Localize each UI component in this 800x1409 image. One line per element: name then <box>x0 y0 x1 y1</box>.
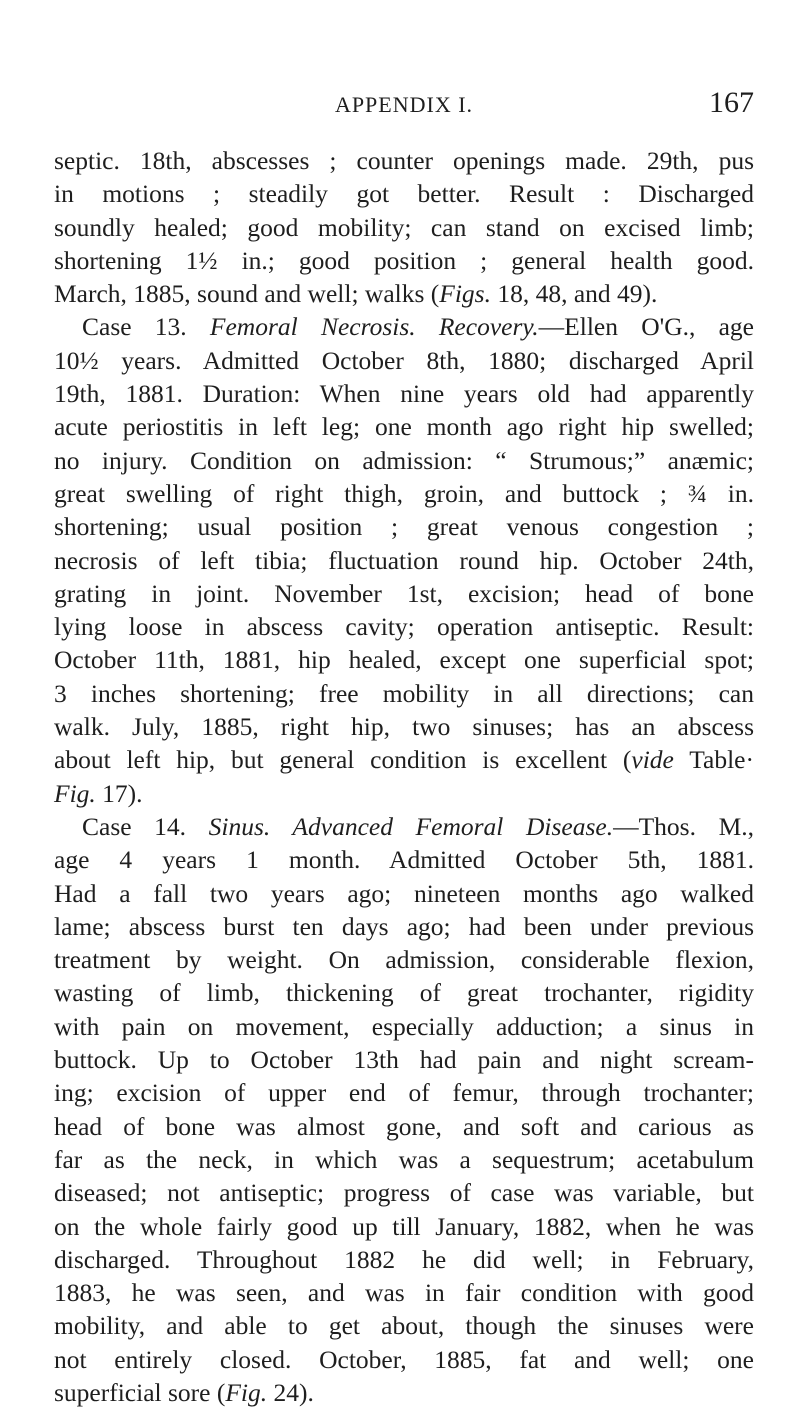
text-run: —Ellen O'G., age <box>538 312 754 342</box>
text-line <box>54 777 754 810</box>
italic-text: Sinus. Advanced Femoral Disease. <box>208 811 614 841</box>
text-line <box>54 877 754 910</box>
text-run: 1883, he was seen, and was in fair condition with good <box>54 1278 754 1308</box>
text-line <box>54 344 754 377</box>
text-run: Table· <box>673 745 754 775</box>
text-run: lame; abscess burst ten days ago; had been under previous <box>54 911 754 941</box>
text-line <box>54 1110 754 1143</box>
text-run: walk. July, 1885, right hip, two sinuses; has an abscess <box>54 712 754 742</box>
text-run: septic. 18th, abscesses ; counter openings made. 29th, pus <box>54 146 754 175</box>
running-title: APPENDIX I. <box>334 92 474 117</box>
text-line <box>54 943 754 976</box>
text-line <box>54 377 754 410</box>
text-run: in motions ; steadily got better. Result : Discharged <box>54 179 754 209</box>
text-line <box>54 244 754 277</box>
text-run: mobility, and able to get about, though the sinuses were <box>54 1311 754 1341</box>
text-run: lying loose in abscess cavity; operation antiseptic. Result: <box>54 612 754 642</box>
text-run: soundly healed; good mobility; can stand on excised limb; <box>54 212 754 242</box>
text-run: necrosis of left tibia; fluctuation round hip. October 24th, <box>54 545 754 575</box>
text-line <box>54 1076 754 1109</box>
text-run: 10½ years. Admitted October 8th, 1880; discharged April <box>54 345 754 375</box>
text-line <box>54 144 754 177</box>
text-run: —Thos. M., <box>613 811 754 841</box>
text-line <box>54 1010 754 1043</box>
text-run: discharged. Throughout 1882 he did well; in February, <box>54 1244 754 1274</box>
text-line <box>54 277 754 310</box>
text-line <box>54 1176 754 1209</box>
text-run: no injury. Condition on admission: “ Strumous;” anæmic; <box>54 445 754 475</box>
text-line <box>54 177 754 210</box>
text-line <box>54 1309 754 1342</box>
text-run: 24). <box>267 1377 314 1407</box>
text-line <box>54 677 754 710</box>
text-run: 19th, 1881. Duration: When nine years old had apparently <box>54 379 754 409</box>
text-run: acute periostitis in left leg; one month ago right hip swelled; <box>54 412 754 442</box>
text-line <box>54 410 754 443</box>
italic-text: vide <box>631 745 674 775</box>
text-line <box>54 976 754 1009</box>
body-text <box>54 144 754 1409</box>
text-run: wasting of limb, thickening of great trochanter, rigidity <box>54 978 754 1008</box>
page-number: 167 <box>709 86 754 119</box>
italic-text: Fig. <box>225 1377 268 1407</box>
text-run: far as the neck, in which was a sequestrum; acetabulum <box>54 1144 754 1174</box>
text-line <box>54 1143 754 1176</box>
text-run: 3 inches shortening; free mobility in all directions; can <box>54 678 754 708</box>
text-line <box>54 743 754 776</box>
text-run: 18, 48, and 49). <box>490 279 658 309</box>
text-run: with pain on movement, especially adduction; a sinus in <box>54 1011 754 1041</box>
text-run: age 4 years 1 month. Admitted October 5th, 1881. <box>54 845 754 875</box>
text-line <box>54 610 754 643</box>
running-head <box>54 86 754 132</box>
text-line <box>54 477 754 510</box>
text-run: shortening; usual position ; great venous congestion ; <box>54 512 754 542</box>
text-line <box>54 310 754 343</box>
italic-text: Fig. <box>54 778 96 808</box>
text-run: Case 14. <box>82 811 209 841</box>
text-line <box>54 1043 754 1076</box>
text-run: not entirely closed. October, 1885, fat and well; one <box>54 1344 754 1374</box>
text-line <box>54 211 754 244</box>
text-run: about left hip, but general condition is excellent ( <box>54 745 632 775</box>
text-line <box>54 810 754 843</box>
text-line <box>54 643 754 676</box>
text-line <box>54 1243 754 1276</box>
italic-text: Femoral Necrosis. Recovery. <box>209 312 539 342</box>
text-run: Case 13. <box>82 312 210 342</box>
text-run: 17). <box>95 778 143 808</box>
text-run: shortening 1½ in.; good position ; general health good. <box>54 245 754 275</box>
text-line <box>54 843 754 876</box>
text-line <box>54 544 754 577</box>
text-run: ing; excision of upper end of femur, through trochanter; <box>54 1078 754 1108</box>
text-line <box>54 1343 754 1376</box>
text-run: treatment by weight. On admission, considerable flexion, <box>54 945 754 975</box>
text-line <box>54 1376 754 1409</box>
italic-text: Figs. <box>439 279 491 309</box>
text-line <box>54 1210 754 1243</box>
text-line <box>54 510 754 543</box>
text-line <box>54 910 754 943</box>
text-run: great swelling of right thigh, groin, and buttock ; ¾ in. <box>54 478 754 508</box>
text-run: on the whole fairly good up till January, 1882, when he was <box>54 1211 754 1241</box>
text-line <box>54 710 754 743</box>
text-line <box>54 1276 754 1309</box>
text-run: Had a fall two years ago; nineteen months ago walked <box>54 878 754 908</box>
text-run: October 11th, 1881, hip healed, except one superficial spot; <box>54 645 754 675</box>
text-run: diseased; not antiseptic; progress of case was variable, but <box>54 1178 754 1208</box>
text-run: grating in joint. November 1st, excision; head of bone <box>54 578 754 608</box>
text-line <box>54 577 754 610</box>
text-run: buttock. Up to October 13th had pain and night scream- <box>54 1045 754 1075</box>
text-line <box>54 444 754 477</box>
text-run: head of bone was almost gone, and soft and carious as <box>54 1111 754 1141</box>
text-run: superficial sore ( <box>54 1377 226 1407</box>
text-run: March, 1885, sound and well; walks ( <box>54 279 440 309</box>
